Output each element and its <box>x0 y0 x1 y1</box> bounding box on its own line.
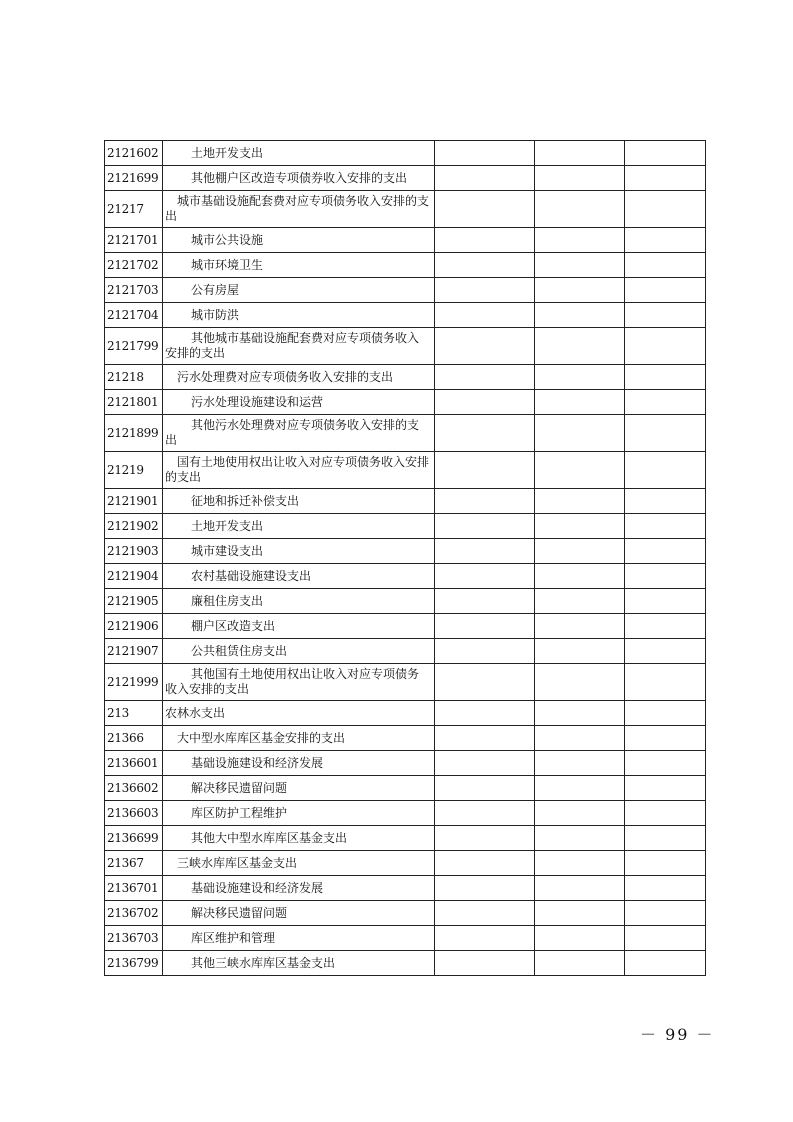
amount-cell-c <box>625 776 706 801</box>
amount-cell-a <box>435 726 535 751</box>
subject-name: 污水处理设施建设和运营 <box>191 394 324 409</box>
subject-name-cell <box>163 166 435 191</box>
amount-cell-a <box>435 141 535 166</box>
amount-cell-b <box>535 614 625 639</box>
amount-cell-b <box>535 539 625 564</box>
subject-name: 解决移民遗留问题 <box>191 905 288 920</box>
subject-code: 2121801 <box>105 390 163 415</box>
amount-cell-c <box>625 141 706 166</box>
amount-cell-c <box>625 365 706 390</box>
amount-cell-c <box>625 876 706 901</box>
subject-code: 2121703 <box>105 278 163 303</box>
subject-name-cell <box>163 614 435 639</box>
subject-code: 2136601 <box>105 751 163 776</box>
subject-code: 21217 <box>105 191 163 228</box>
amount-cell-a <box>435 701 535 726</box>
subject-name: 城市环境卫生 <box>191 257 264 272</box>
amount-cell-b <box>535 514 625 539</box>
amount-cell-c <box>625 826 706 851</box>
amount-cell-c <box>625 489 706 514</box>
subject-name-cell <box>163 564 435 589</box>
subject-name: 基础设施建设和经济发展 <box>191 880 324 895</box>
amount-cell-b <box>535 926 625 951</box>
subject-name-cell <box>163 489 435 514</box>
amount-cell-a <box>435 851 535 876</box>
subject-name-cell <box>163 876 435 901</box>
amount-cell-b <box>535 664 625 701</box>
subject-name: 其他大中型水库库区基金支出 <box>191 830 348 845</box>
subject-code: 2121999 <box>105 664 163 701</box>
amount-cell-c <box>625 664 706 701</box>
subject-name: 土地开发支出 <box>191 145 264 160</box>
page-number: － 99 － <box>640 1025 715 1044</box>
amount-cell-a <box>435 926 535 951</box>
subject-name-cell <box>163 589 435 614</box>
amount-cell-c <box>625 191 706 228</box>
table-row <box>105 328 706 365</box>
amount-cell-c <box>625 639 706 664</box>
amount-cell-c <box>625 303 706 328</box>
amount-cell-c <box>625 926 706 951</box>
amount-cell-a <box>435 826 535 851</box>
subject-name-cell <box>163 801 435 826</box>
table-row <box>105 278 706 303</box>
subject-name: 国有土地使用权出让收入对应专项债务收入安排的支出 <box>165 455 430 484</box>
subject-name: 其他棚户区改造专项债券收入安排的支出 <box>191 170 408 185</box>
table-row <box>105 664 706 701</box>
budget-table <box>104 140 706 976</box>
subject-code: 213 <box>105 701 163 726</box>
amount-cell-b <box>535 901 625 926</box>
amount-cell-a <box>435 801 535 826</box>
subject-code: 2121902 <box>105 514 163 539</box>
amount-cell-a <box>435 876 535 901</box>
table-row <box>105 926 706 951</box>
amount-cell-a <box>435 776 535 801</box>
subject-code: 2121799 <box>105 328 163 365</box>
subject-name: 其他污水处理费对应专项债务收入安排的支出 <box>165 418 420 447</box>
subject-code: 2121602 <box>105 141 163 166</box>
amount-cell-a <box>435 951 535 976</box>
table-row <box>105 564 706 589</box>
amount-cell-b <box>535 253 625 278</box>
amount-cell-c <box>625 278 706 303</box>
subject-code: 21219 <box>105 452 163 489</box>
subject-code: 2121901 <box>105 489 163 514</box>
amount-cell-a <box>435 303 535 328</box>
amount-cell-a <box>435 564 535 589</box>
amount-cell-b <box>535 751 625 776</box>
amount-cell-b <box>535 851 625 876</box>
subject-code: 2121699 <box>105 166 163 191</box>
amount-cell-a <box>435 614 535 639</box>
subject-name: 农林水支出 <box>165 705 226 720</box>
amount-cell-b <box>535 328 625 365</box>
subject-name-cell <box>163 328 435 365</box>
amount-cell-b <box>535 228 625 253</box>
amount-cell-c <box>625 166 706 191</box>
amount-cell-b <box>535 701 625 726</box>
amount-cell-a <box>435 664 535 701</box>
subject-name: 其他城市基础设施配套费对应专项债务收入安排的支出 <box>165 331 420 360</box>
subject-name: 征地和拆迁补偿支出 <box>191 493 300 508</box>
table-row <box>105 826 706 851</box>
subject-name-cell <box>163 776 435 801</box>
table-row <box>105 452 706 489</box>
subject-code: 2121905 <box>105 589 163 614</box>
amount-cell-c <box>625 328 706 365</box>
subject-name: 土地开发支出 <box>191 518 264 533</box>
subject-name: 城市建设支出 <box>191 543 264 558</box>
amount-cell-b <box>535 639 625 664</box>
amount-cell-b <box>535 801 625 826</box>
subject-code: 2136702 <box>105 901 163 926</box>
amount-cell-c <box>625 726 706 751</box>
amount-cell-b <box>535 303 625 328</box>
subject-name: 棚户区改造支出 <box>191 618 276 633</box>
subject-name-cell <box>163 452 435 489</box>
table-row <box>105 191 706 228</box>
table-row <box>105 751 706 776</box>
table-row <box>105 141 706 166</box>
amount-cell-a <box>435 365 535 390</box>
amount-cell-a <box>435 191 535 228</box>
subject-name-cell <box>163 726 435 751</box>
amount-cell-c <box>625 614 706 639</box>
table-row <box>105 489 706 514</box>
table-row <box>105 589 706 614</box>
table-row <box>105 539 706 564</box>
amount-cell-c <box>625 415 706 452</box>
subject-name-cell <box>163 951 435 976</box>
amount-cell-a <box>435 253 535 278</box>
amount-cell-a <box>435 452 535 489</box>
amount-cell-c <box>625 452 706 489</box>
subject-name-cell <box>163 851 435 876</box>
subject-code: 21366 <box>105 726 163 751</box>
table-row <box>105 253 706 278</box>
amount-cell-a <box>435 278 535 303</box>
amount-cell-b <box>535 564 625 589</box>
subject-code: 2136703 <box>105 926 163 951</box>
table-row <box>105 390 706 415</box>
amount-cell-b <box>535 776 625 801</box>
subject-code: 2121904 <box>105 564 163 589</box>
subject-code: 2121903 <box>105 539 163 564</box>
amount-cell-c <box>625 514 706 539</box>
amount-cell-b <box>535 489 625 514</box>
table-row <box>105 639 706 664</box>
amount-cell-a <box>435 639 535 664</box>
subject-name-cell <box>163 228 435 253</box>
subject-code: 2121906 <box>105 614 163 639</box>
subject-code: 2136699 <box>105 826 163 851</box>
amount-cell-a <box>435 415 535 452</box>
amount-cell-c <box>625 539 706 564</box>
table-row <box>105 166 706 191</box>
subject-name-cell <box>163 415 435 452</box>
amount-cell-c <box>625 564 706 589</box>
subject-code: 2136603 <box>105 801 163 826</box>
amount-cell-a <box>435 228 535 253</box>
subject-name-cell <box>163 639 435 664</box>
table-row <box>105 303 706 328</box>
subject-code: 21367 <box>105 851 163 876</box>
subject-name: 城市基础设施配套费对应专项债务收入安排的支出 <box>165 194 430 223</box>
amount-cell-a <box>435 539 535 564</box>
amount-cell-b <box>535 452 625 489</box>
amount-cell-a <box>435 166 535 191</box>
amount-cell-b <box>535 278 625 303</box>
amount-cell-b <box>535 876 625 901</box>
subject-name-cell <box>163 514 435 539</box>
subject-name-cell <box>163 826 435 851</box>
amount-cell-c <box>625 701 706 726</box>
amount-cell-c <box>625 751 706 776</box>
amount-cell-b <box>535 589 625 614</box>
amount-cell-b <box>535 726 625 751</box>
amount-cell-a <box>435 751 535 776</box>
subject-code: 2136799 <box>105 951 163 976</box>
amount-cell-b <box>535 141 625 166</box>
amount-cell-c <box>625 851 706 876</box>
amount-cell-c <box>625 253 706 278</box>
subject-name-cell <box>163 303 435 328</box>
budget-table-body <box>105 141 706 976</box>
table-row <box>105 365 706 390</box>
table-row <box>105 876 706 901</box>
subject-code: 2136701 <box>105 876 163 901</box>
amount-cell-b <box>535 951 625 976</box>
subject-code: 2121704 <box>105 303 163 328</box>
subject-name: 库区维护和管理 <box>191 930 276 945</box>
amount-cell-b <box>535 166 625 191</box>
table-row <box>105 776 706 801</box>
subject-name: 公有房屋 <box>191 282 240 297</box>
amount-cell-a <box>435 514 535 539</box>
subject-name: 三峡水库库区基金支出 <box>177 855 298 870</box>
amount-cell-a <box>435 328 535 365</box>
subject-name-cell <box>163 539 435 564</box>
subject-name-cell <box>163 901 435 926</box>
amount-cell-b <box>535 415 625 452</box>
table-row <box>105 701 706 726</box>
amount-cell-a <box>435 390 535 415</box>
amount-cell-b <box>535 826 625 851</box>
subject-name: 污水处理费对应专项债务收入安排的支出 <box>177 369 394 384</box>
subject-code: 2121907 <box>105 639 163 664</box>
subject-name-cell <box>163 751 435 776</box>
subject-code: 2121701 <box>105 228 163 253</box>
subject-name-cell <box>163 664 435 701</box>
amount-cell-c <box>625 589 706 614</box>
amount-cell-b <box>535 390 625 415</box>
subject-name: 其他国有土地使用权出让收入对应专项债务收入安排的支出 <box>165 667 420 696</box>
subject-name-cell <box>163 253 435 278</box>
table-row <box>105 801 706 826</box>
table-row <box>105 614 706 639</box>
table-row <box>105 901 706 926</box>
subject-name: 廉租住房支出 <box>191 593 264 608</box>
subject-name: 基础设施建设和经济发展 <box>191 755 324 770</box>
amount-cell-a <box>435 901 535 926</box>
subject-name-cell <box>163 926 435 951</box>
amount-cell-b <box>535 191 625 228</box>
subject-name: 解决移民遗留问题 <box>191 780 288 795</box>
subject-code: 2121899 <box>105 415 163 452</box>
subject-code: 21218 <box>105 365 163 390</box>
amount-cell-a <box>435 589 535 614</box>
subject-name-cell <box>163 390 435 415</box>
amount-cell-b <box>535 365 625 390</box>
subject-name-cell <box>163 365 435 390</box>
subject-name: 农村基础设施建设支出 <box>191 568 312 583</box>
subject-code: 2136602 <box>105 776 163 801</box>
subject-name-cell <box>163 701 435 726</box>
subject-name-cell <box>163 191 435 228</box>
subject-name: 城市防洪 <box>191 307 240 322</box>
subject-name: 大中型水库库区基金安排的支出 <box>177 730 346 745</box>
table-row <box>105 514 706 539</box>
subject-name: 公共租赁住房支出 <box>191 643 288 658</box>
amount-cell-c <box>625 390 706 415</box>
amount-cell-c <box>625 801 706 826</box>
table-row <box>105 851 706 876</box>
amount-cell-c <box>625 901 706 926</box>
amount-cell-c <box>625 228 706 253</box>
subject-name-cell <box>163 278 435 303</box>
subject-name-cell <box>163 141 435 166</box>
subject-name: 城市公共设施 <box>191 232 264 247</box>
subject-name: 其他三峡水库库区基金支出 <box>191 955 336 970</box>
table-row <box>105 228 706 253</box>
table-row <box>105 415 706 452</box>
subject-name: 库区防护工程维护 <box>191 805 288 820</box>
amount-cell-a <box>435 489 535 514</box>
amount-cell-c <box>625 951 706 976</box>
table-row <box>105 726 706 751</box>
subject-code: 2121702 <box>105 253 163 278</box>
table-row <box>105 951 706 976</box>
